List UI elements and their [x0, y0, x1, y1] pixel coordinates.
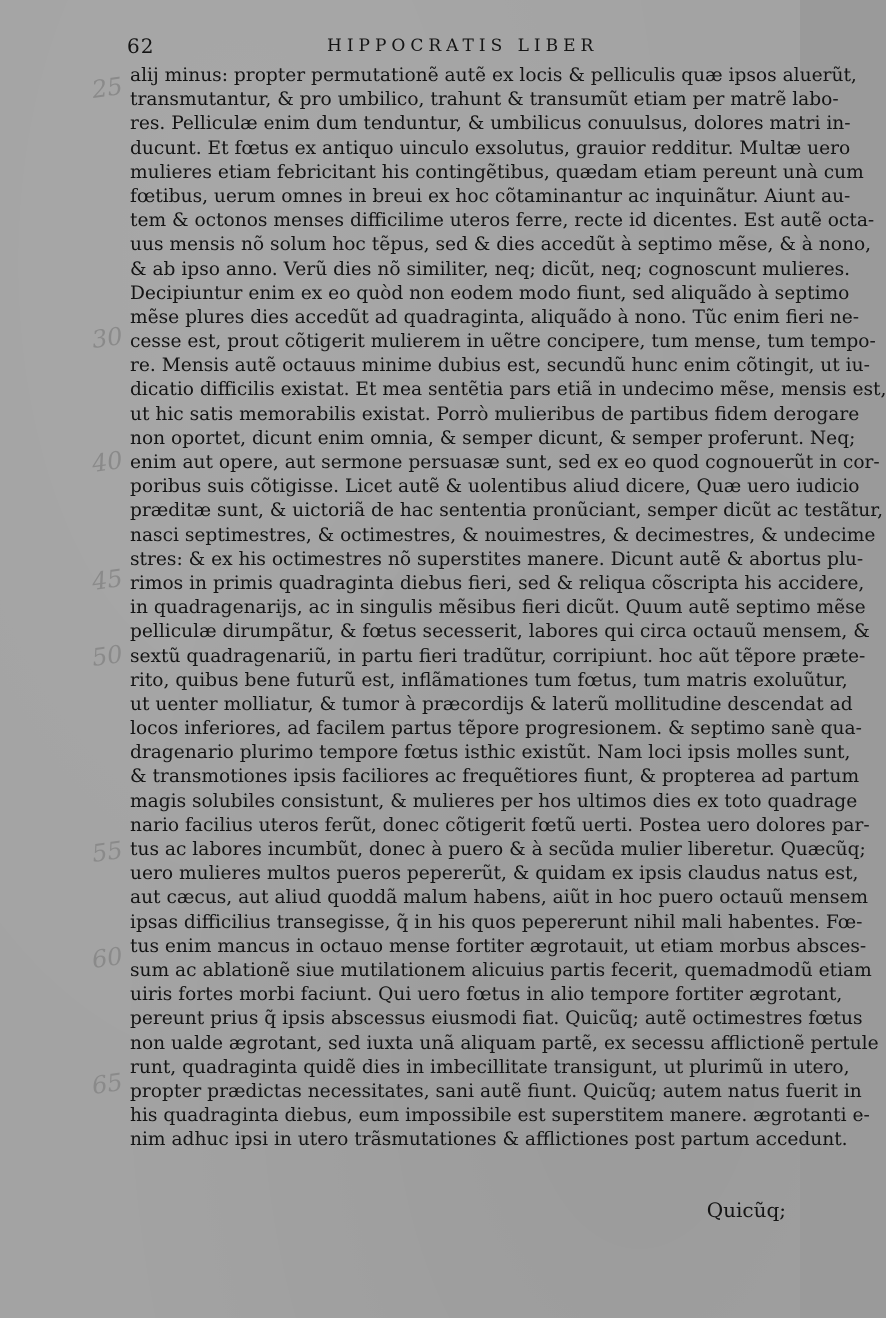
text-line: his quadraginta diebus, eum impossibile est superstitem manere. ægrotanti e-: [130, 1105, 870, 1127]
text-line: Decipiuntur enim ex eo quòd non eodem modo fiunt, sed aliquãdo à septimo: [130, 282, 850, 304]
text-line: non oportet, dicunt enim omnia, & semper dicunt, & semper proferunt. Neq;: [130, 427, 856, 449]
text-line: mulieres etiam febricitant his contingẽtibus, quædam etiam pereunt unà cum: [130, 161, 864, 183]
text-line: tus enim mancus in octauo mense fortiter ægrotauit, ut etiam morbus absces-: [130, 935, 867, 957]
text-line: uus mensis nõ solum hoc tẽpus, sed & dies accedũt à septimo mẽse, & à nono,: [130, 234, 872, 256]
text-line: ut hic satis memorabilis existat. Porrò mulieribus de partibus fidem derogare: [130, 403, 860, 425]
text-line: aut cæcus, aut aliud quoddã malum habens, aiũt in hoc puero octauũ mensem: [130, 887, 869, 909]
text-line: mẽse plures dies accedũt ad quadraginta, aliquãdo à nono. Tũc enim fieri ne-: [130, 306, 860, 328]
text-line: nim adhuc ipsi in utero trãsmutationes & afflictiones post partum accedunt.: [130, 1129, 848, 1151]
text-line: propter prædictas necessitates, sani autẽ fiunt. Quicũq; autem natus fuerit in: [130, 1080, 862, 1102]
text-line: res. Pelliculæ enim dum tenduntur, & umbilicus conuulsus, dolores matri in-: [130, 113, 851, 135]
body-text: [130, 64, 886, 1177]
text-line: nasci septimestres, & octimestres, & nouimestres, & decimestres, & undecime: [130, 524, 876, 546]
text-line: rito, quibus bene futurũ est, inflãmationes tum fœtus, tum matris exoluũtur,: [130, 669, 848, 691]
text-line: uiris fortes morbi faciunt. Qui uero fœtus in alio tempore fortiter ægrotant,: [130, 984, 843, 1006]
text-line: tus ac labores incumbũt, donec à puero & à secũda mulier liberetur. Quæcũq;: [130, 839, 866, 860]
text-line: alij minus: propter permutationẽ autẽ ex locis & pelliculis quæ ipsos aluerũt,: [130, 65, 857, 86]
text-line: pereunt prius q̃ ipsis abscessus eiusmodi fiat. Quicũq; autẽ octimestres fœtus: [130, 1008, 863, 1030]
text-line: pelliculæ dirumpãtur, & fœtus secesserit, labores qui circa octauũ mensem, &: [130, 621, 870, 643]
text-line: præditæ sunt, & uictoriã de hac sententia pronũciant, semper dicũt ac testãtur,: [130, 500, 883, 522]
running-head: HIPPOCRATIS LIBER: [327, 36, 599, 56]
text-line: transmutantur, & pro umbilico, trahunt & transumũt etiam per matrẽ labo-: [130, 89, 839, 111]
text-line: re. Mensis autẽ octauus minime dubius est, secundũ hunc enim cõtingit, ut iu-: [130, 355, 870, 377]
text-line: locos inferiores, ad facilem partus tẽpore progresionem. & septimo sanè qua-: [130, 718, 862, 740]
text-line: & transmotiones ipsis faciliores ac frequẽtiores fiunt, & propterea ad partum: [130, 766, 860, 788]
text-line: rimos in primis quadraginta diebus fieri, sed & reliqua cõscripta his accidere,: [130, 572, 865, 594]
text-line: enim aut opere, aut sermone persuasæ sunt, sed ex eo quod cognouerũt in cor-: [130, 452, 880, 473]
text-line: stres: & ex his octimestres nõ superstites manere. Dicunt autẽ & abortus plu-: [130, 548, 864, 570]
text-line: ducunt. Et fœtus ex antiquo uinculo exsolutus, grauior redditur. Multæ uero: [130, 137, 851, 159]
text-line: fœtibus, uerum omnes in breui ex hoc cõtaminantur ac inquinãtur. Aiunt au-: [130, 185, 851, 207]
text-line: uero mulieres multos pueros pepererũt, & quidam ex ipsis claudus natus est,: [130, 863, 859, 885]
text-line: non ualde ægrotant, sed iuxta unã aliquam partẽ, ex secessu afflictionẽ pertule: [130, 1032, 879, 1054]
text-line: runt, quadraginta quidẽ dies in imbecillitate transigunt, ut plurimũ in utero,: [130, 1056, 850, 1078]
margin-number: 25: [90, 72, 125, 104]
margin-number: 30: [90, 322, 125, 354]
margin-number: 65: [90, 1068, 125, 1100]
margin-number: 45: [90, 564, 125, 596]
text-line: sum ac ablationẽ siue mutilationem alicuius partis fecerit, quemadmodũ etiam: [130, 959, 872, 981]
page-header: [127, 34, 787, 58]
text-line: magis solubiles consistunt, & mulieres per hos ultimos dies ex toto quadrage: [130, 790, 858, 812]
catchword: Quicũq;: [706, 1198, 786, 1222]
text-line: [130, 1152, 792, 1176]
text-line: & ab ipso anno. Verũ dies nõ similiter, neq; dicũt, neq; cognoscunt mulieres.: [130, 258, 851, 280]
text-line: sextũ quadragenariũ, in partu fieri tradũtur, corripiunt. hoc aũt tẽpore præte-: [130, 645, 866, 667]
text-line: cesse est, prout cõtigerit mulierem in uẽtre concipere, tum mense, tum tempo-: [130, 331, 876, 353]
text-line: dicatio difficilis existat. Et mea sentẽtia pars etiã in undecimo mẽse, mensis est,: [130, 379, 886, 401]
page-number: 62: [127, 34, 155, 58]
text-line: ut uenter molliatur, & tumor à præcordijs & laterũ mollitudine descendat ad: [130, 693, 853, 715]
text-line: ipsas difficilius transegisse, q̃ in his quos pepererunt nihil mali habentes. Fœ-: [130, 911, 863, 933]
margin-annotations: [0, 0, 126, 1318]
text-line: tem & octonos menses difficilime uteros ferre, recte id dicentes. Est autẽ octa-: [130, 210, 875, 232]
margin-number: 40: [90, 446, 125, 478]
text-line: in quadragenarijs, ac in singulis mẽsibus fieri dicũt. Quum autẽ septimo mẽse: [130, 597, 866, 619]
margin-number: 55: [90, 836, 125, 868]
text-line: dragenario plurimo tempore fœtus isthic existũt. Nam loci ipsis molles sunt,: [130, 742, 851, 764]
text-line: nario facilius uteros ferũt, donec cõtigerit fœtũ uerti. Postea uero dolores par-: [130, 814, 870, 836]
margin-number: 60: [90, 942, 125, 974]
margin-number: 50: [90, 640, 125, 672]
text-line: poribus suis cõtigisse. Licet autẽ & uolentibus aliud dicere, Quæ uero iudicio: [130, 476, 860, 498]
